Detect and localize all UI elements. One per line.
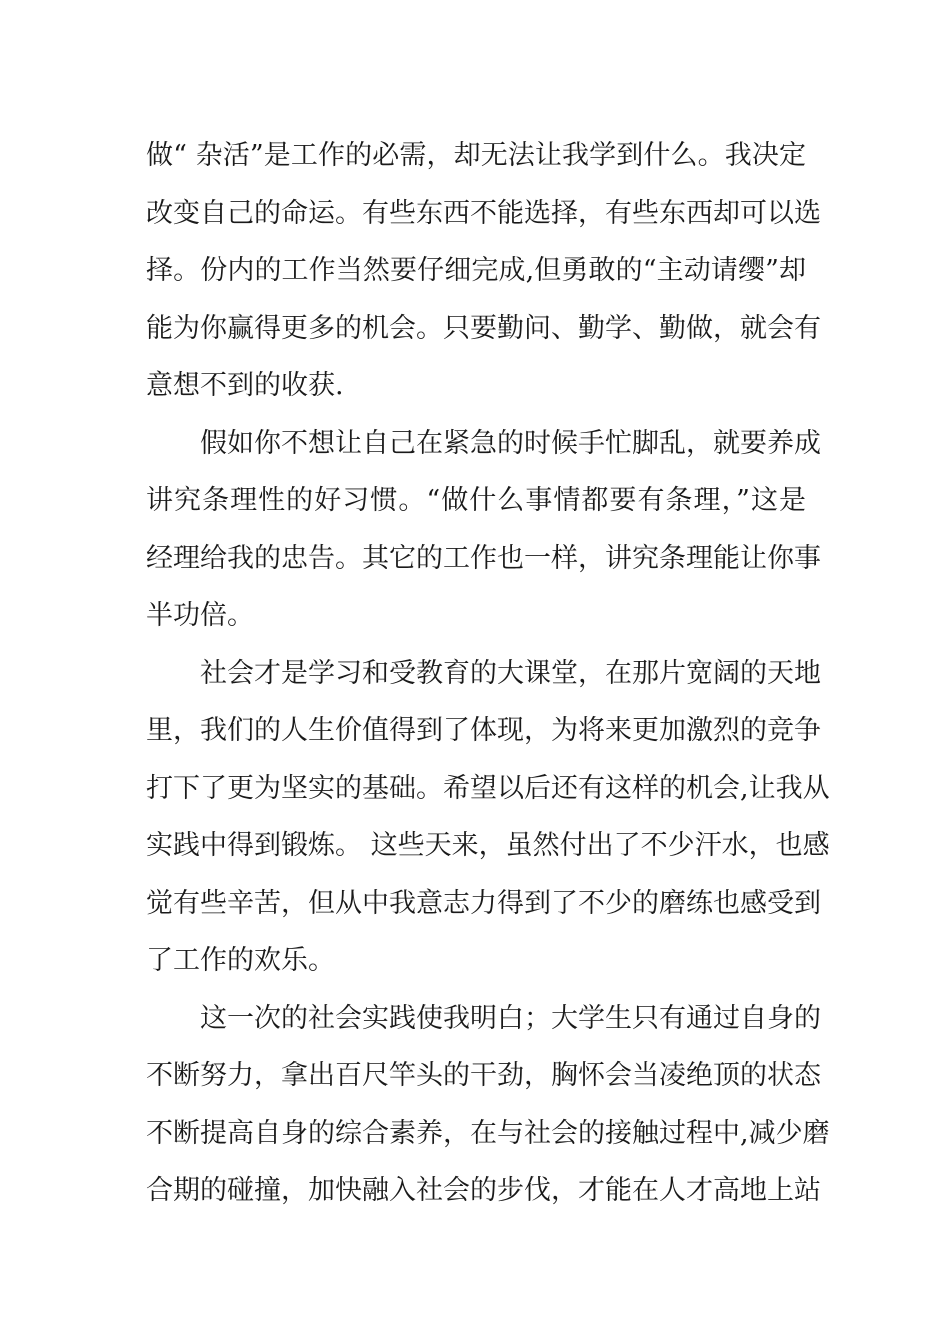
text-line: 合期的碰撞，加快融入社会的步伐，才能在人才高地上站 (146, 1175, 821, 1206)
paragraph-first-line: 社会才是学习和受教育的大课堂，在那片宽阔的天地 (200, 657, 821, 689)
text-line: 实践中得到锻炼。 这些天来，虽然付出了不少汗水，也感 (146, 830, 830, 861)
text-line: 半功倍。 (146, 600, 254, 631)
text-line: 不断努力，拿出百尺竿头的干劲，胸怀会当凌绝顶的状态 (146, 1060, 821, 1091)
text-line: 经理给我的忠告。其它的工作也一样，讲究条理能让你事 (146, 542, 821, 574)
text-line: 讲究条理性的好习惯。“做什么事情都要有条理，”这是 (146, 485, 806, 516)
text-line: 觉有些辛苦，但从中我意志力得到了不少的磨练也感受到 (146, 887, 821, 919)
text-line: 择。份内的工作当然要仔细完成,但勇敢的“主动请缨”却 (146, 255, 806, 286)
text-line: 不断提高自身的综合素养，在与社会的接触过程中,减少磨 (146, 1117, 830, 1149)
text-line: 了工作的欢乐。 (146, 945, 335, 976)
body-text (146, 127, 830, 1220)
text-line: 做“ 杂活”是工作的必需，却无法让我学到什么。我决定 (146, 140, 806, 171)
paragraph-first-line: 这一次的社会实践使我明白；大学生只有通过自身的 (200, 1002, 821, 1034)
paragraph-first-line: 假如你不想让自己在紧急的时候手忙脚乱，就要养成 (200, 427, 821, 459)
text-line: 改变自己的命运。有些东西不能选择，有些东西却可以选 (146, 197, 821, 229)
text-line: 打下了更为坚实的基础。希望以后还有这样的机会,让我从 (146, 772, 830, 804)
text-line: 里，我们的人生价值得到了体现，为将来更加激烈的竞争 (146, 715, 821, 746)
text-line: 能为你赢得更多的机会。只要勤问、勤学、勤做，就会有 (146, 312, 821, 344)
text-line: 意想不到的收获. (146, 370, 344, 401)
